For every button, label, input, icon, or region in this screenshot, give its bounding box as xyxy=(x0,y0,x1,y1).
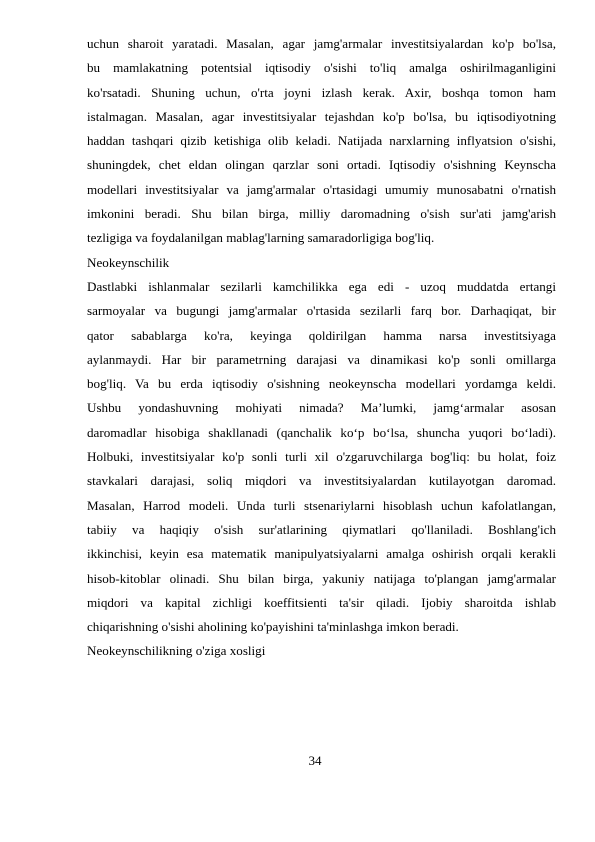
text-line: hisob-kitoblar olinadi. Shu bilan birga, yakuniy natijaga to'plangan jamg'armalar xyxy=(87,570,556,586)
text-line: chiqarishning o'sishi aholining ko'payishini ta'minlashga imkon beradi. xyxy=(87,619,459,635)
text-line: modellari investitsiyalar va jamg'armalar o'rtasidagi umumiy munosabatni o'rnatish xyxy=(87,181,556,197)
text-line: aylanmaydi. Har bir parametrning darajasi va dinamikasi ko'p sonli omillarga xyxy=(87,351,556,367)
text-line: ko'rsatadi. Shuning uchun, o'rta joyni izlash kerak. Axir, boshqa tomon ham xyxy=(87,84,556,100)
section-heading-xosligi xyxy=(87,639,556,663)
text-line: sarmoyalar va bugungi jamg'armalar o'rtasida sezilarli farq bor. Darhaqiqat, bir xyxy=(87,303,556,319)
text-line: qator sabablarga ko'ra, keyinga qoldirilgan hamma narsa investitsiyaga xyxy=(87,327,556,343)
text-line: ikkinchisi, keyin esa matematik manipulyatsiyalarni amalga oshirish orqali kerakli xyxy=(87,546,556,562)
paragraph-intro xyxy=(87,32,556,251)
text-line: tabiiy va haqiqiy o'sish sur'atlarining qiymatlari qo'llaniladi. Boshlang'ich xyxy=(87,521,556,537)
text-line: miqdori va kapital zichligi koeffitsienti ta'sir qiladi. Ijobiy sharoitda ishlab xyxy=(87,594,556,610)
section-heading: Neokeynschilik xyxy=(87,254,170,270)
text-line: shuningdek, chet eldan olingan qarzlar soni ortadi. Iqtisodiy o'sishning Keynscha xyxy=(87,157,556,173)
page-body xyxy=(87,32,556,664)
section-heading: Neokeynschilikning o'ziga xosligi xyxy=(87,643,266,659)
text-line: Dastlabki ishlanmalar sezilarli kamchilikka ega edi - uzoq muddatda ertangi xyxy=(87,278,556,294)
text-line: imkonini beradi. Shu bilan birga, milliy daromadning o'sish sur'ati jamg'arish xyxy=(87,206,556,222)
text-line: istalmagan. Masalan, agar investitsiyalar tejashdan ko'p bo'lsa, bu iqtisodiyotning xyxy=(87,108,556,124)
text-line: haddan tashqari qizib ketishiga olib keladi. Natijada narxlarning inflyatsion o'sishi, xyxy=(87,133,556,149)
text-line: bog'liq. Va bu erda iqtisodiy o'sishning neokeynscha modellari yordamga keldi. xyxy=(87,376,556,392)
text-line: bu mamlakatning potentsial iqtisodiy o'sishi to'liq amalga oshirilmaganligini xyxy=(87,60,556,76)
text-line: stavkalari darajasi, soliq miqdori va investitsiyalardan kutilayotgan daromad. xyxy=(87,473,556,489)
text-line: daromadlar hisobiga shakllanadi (qanchalik ko‘p bo‘lsa, shuncha yuqori bo‘ladi). xyxy=(87,424,556,440)
paragraph-main xyxy=(87,275,556,639)
text-line: Holbuki, investitsiyalar ko'p sonli turli xil o'zgaruvchilarga bog'liq: bu holat, foiz xyxy=(87,449,556,465)
text-line: tezligiga va foydalanilgan mablag'larning samaradorligiga bog'liq. xyxy=(87,230,435,246)
text-line: Ushbu yondashuvning mohiyati nimada? Ma’lumki, jamg‘armalar asosan xyxy=(87,400,556,416)
text-line: uchun sharoit yaratadi. Masalan, agar jamg'armalar investitsiyalardan ko'p bo'lsa, xyxy=(87,36,556,51)
section-heading-neokeynschilik xyxy=(87,251,556,275)
page-number: 34 xyxy=(308,753,322,768)
text-line: Masalan, Harrod modeli. Unda turli stsenariylarni hisoblash uchun kafolatlangan, xyxy=(87,497,556,513)
